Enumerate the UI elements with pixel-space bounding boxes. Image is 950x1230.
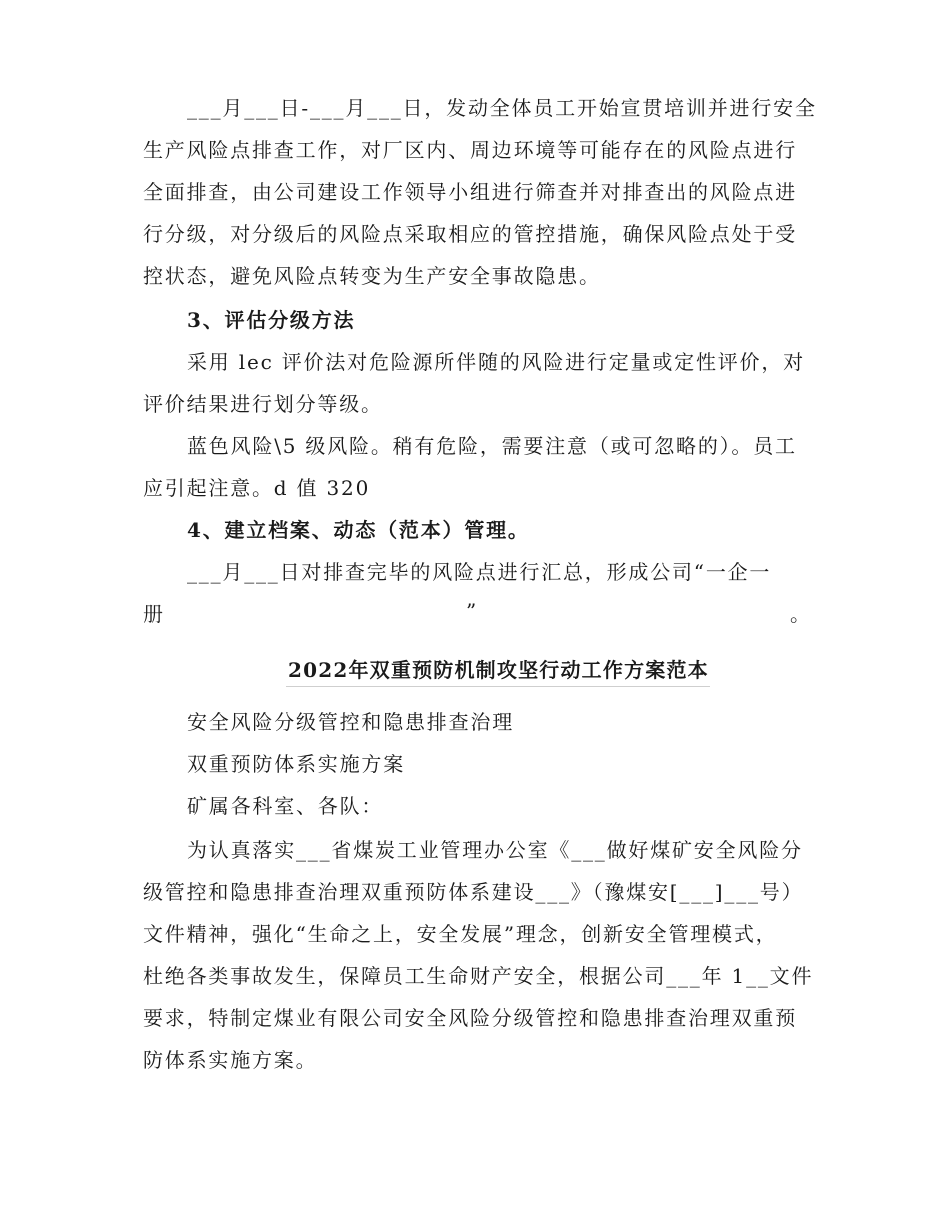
closing-quote-mark: ” (466, 599, 479, 623)
paragraph-line: 生产风险点排查工作，对厂区内、周边环境等可能存在的风险点进行 (143, 138, 797, 162)
sentence-period: 。 (790, 602, 812, 626)
paragraph-line: 控状态，避免风险点转变为生产安全事故隐患。 (143, 264, 601, 288)
body-line: 文件精神，强化“生命之上，安全发展”理念，创新安全管理模式， (143, 922, 778, 946)
salutation-line: 矿属各科室、各队： (187, 794, 384, 818)
subtitle-line: 双重预防体系实施方案 (187, 752, 405, 776)
method-line: 评价结果进行划分等级。 (143, 392, 383, 416)
risk-level-line: 应引起注意。d 值 320 (143, 476, 371, 500)
document-title: 2022年双重预防机制攻坚行动工作方案范本 (288, 658, 709, 682)
subtitle-line: 安全风险分级管控和隐患排查治理 (187, 710, 514, 734)
section-heading-3: 3、评估分级方法 (187, 308, 356, 332)
section-heading-4: 4、建立档案、动态（范本）管理。 (187, 518, 530, 542)
summary-end-word: 册 (143, 602, 165, 626)
paragraph-line: 行分级，对分级后的风险点采取相应的管控措施，确保风险点处于受 (143, 222, 797, 246)
title-underline (286, 686, 710, 687)
paragraph-line: 全面排查，由公司建设工作领导小组进行筛查并对排查出的风险点进 (143, 180, 797, 204)
body-line: 为认真落实___省煤炭工业管理办公室《___做好煤矿安全风险分 (187, 838, 803, 862)
body-line: 级管控和隐患排查治理双重预防体系建设___》（豫煤安[___]___号） (143, 880, 804, 904)
body-line: 杜绝各类事故发生，保障员工生命财产安全，根据公司___年 1__文件 (143, 964, 814, 988)
method-line: 采用 lec 评价法对危险源所伴随的风险进行定量或定性评价，对 (187, 350, 805, 374)
paragraph-line: ___月___日-___月___日，发动全体员工开始宣贯培训并进行安全 (187, 96, 817, 120)
risk-level-line: 蓝色风险\5 级风险。稍有危险，需要注意（或可忽略的）。员工 (187, 434, 797, 458)
summary-line: ___月___日对排查完毕的风险点进行汇总，形成公司“一企一 (187, 560, 772, 584)
body-line: 要求，特制定煤业有限公司安全风险分级管控和隐患排查治理双重预 (143, 1006, 797, 1030)
body-line: 防体系实施方案。 (143, 1048, 318, 1072)
